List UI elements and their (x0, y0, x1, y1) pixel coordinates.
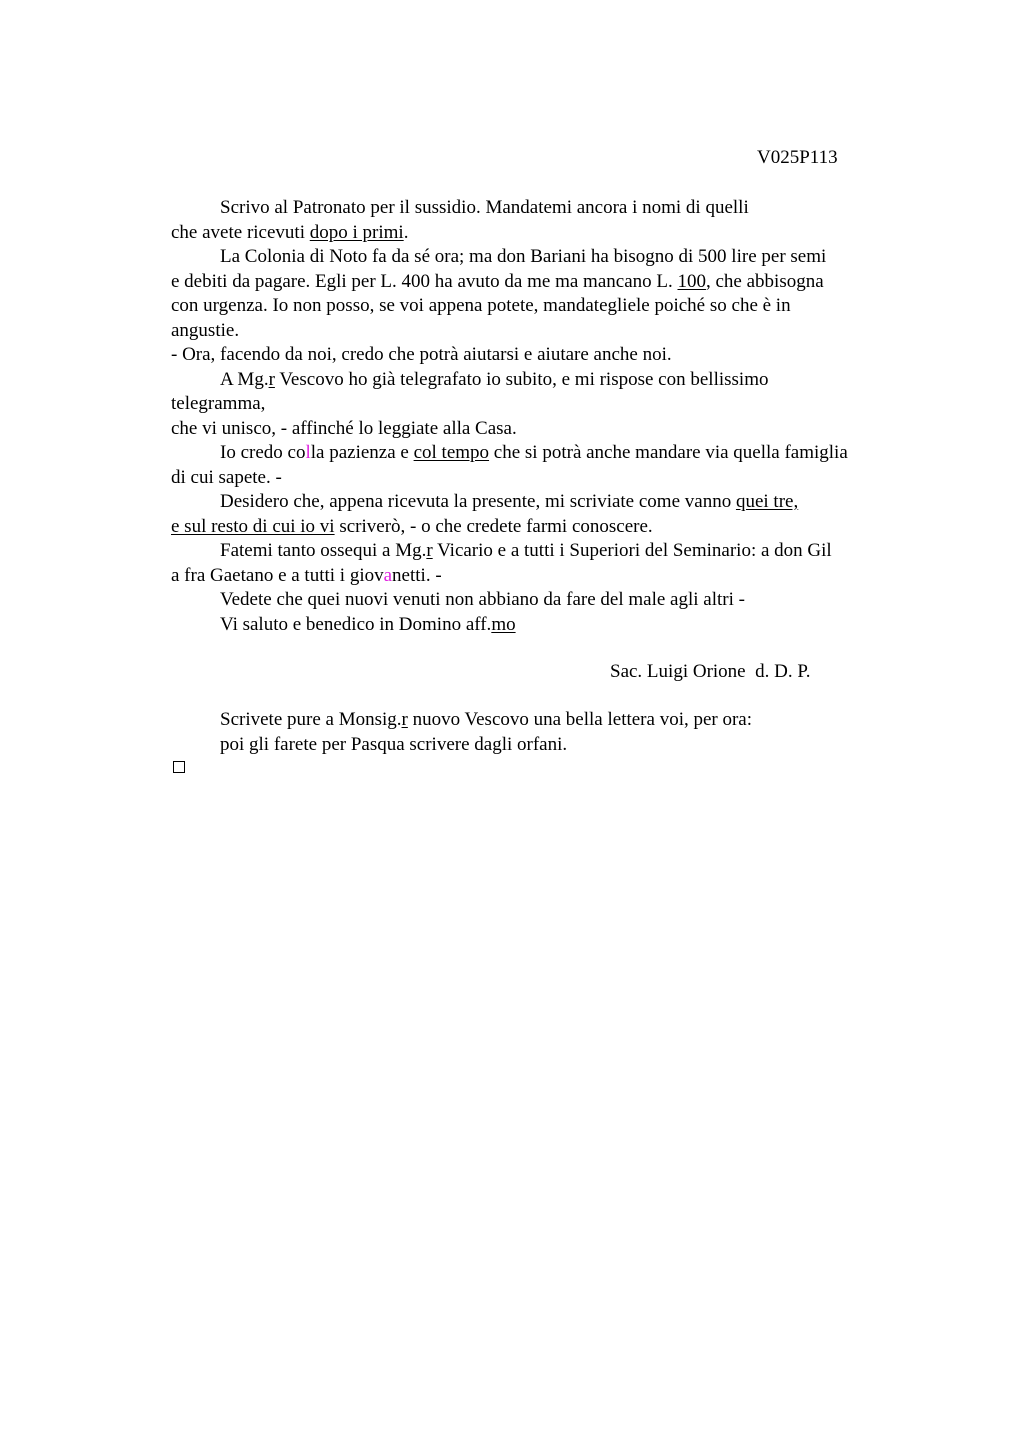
underlined-text: r (426, 540, 433, 561)
empty-checkbox-icon (173, 761, 185, 773)
letter-line (171, 564, 911, 589)
letter-line (171, 515, 911, 540)
letter-line (171, 368, 911, 393)
signature: Sac. Luigi Orione d. D. P. (610, 661, 811, 682)
letter-line (171, 343, 911, 368)
letter-line (171, 196, 911, 221)
letter-line (171, 539, 911, 564)
highlighted-letter: a (383, 564, 393, 586)
text-run: , che abbisogna (705, 270, 824, 292)
letter-line (171, 245, 911, 270)
letter-body (171, 196, 911, 637)
underlined-text: e sul resto di cui io vi (171, 515, 335, 537)
text-run: netti. - (392, 564, 442, 586)
text-run: Vedete che quei nuovi venuti non abbiano da fare del male agli altri - (220, 589, 745, 610)
text-run: scriverò, - o che credete farmi conoscere. (334, 515, 653, 537)
text-run: telegramma, (171, 393, 266, 414)
letter-line (171, 221, 911, 246)
letter-line (171, 417, 911, 442)
letter-line (171, 319, 911, 344)
text-run: Fatemi tanto ossequi a Mg. (220, 540, 427, 561)
letter-line (171, 613, 911, 638)
letter-line (171, 588, 911, 613)
underlined-text: col tempo (413, 442, 490, 463)
letter-line (171, 294, 911, 319)
text-run: La Colonia di Noto fa da sé ora; ma don Bariani ha bisogno di 500 lire per semi (220, 246, 827, 267)
letter-line (171, 270, 911, 295)
text-run: di cui sapete. - (171, 466, 282, 488)
letter-line (171, 490, 911, 515)
text-run: la pazienza e (310, 442, 414, 463)
text-run: . (403, 221, 409, 243)
text-run: nuovo Vescovo una bella lettera voi, per ora: (407, 709, 753, 730)
letter-line (171, 441, 911, 466)
text-run: angustie. (171, 319, 240, 341)
page-identifier: V025P113 (757, 147, 838, 168)
text-run: Vescovo ho già telegrafato io subito, e mi rispose con bellissimo (274, 368, 769, 390)
text-run: Desidero che, appena ricevuta la presente, mi scriviate come vanno (220, 491, 736, 512)
letter-line (171, 466, 911, 491)
text-run: Scrivete pure a Monsig. (220, 709, 402, 730)
underlined-text: quei tre, (735, 491, 799, 512)
text-run: che si potrà anche mandare via quella famiglia (489, 442, 848, 463)
underlined-text: dopo i primi (309, 221, 404, 243)
text-run: Scrivo al Patronato per il sussidio. Mandatemi ancora i nomi di quelli (220, 197, 749, 218)
text-run: che avete ricevuti (171, 221, 310, 243)
text-run: che vi unisco, - affinché lo leggiate alla Casa. (171, 417, 517, 439)
highlighted-letter: l (305, 442, 311, 463)
underlined-text: 100 (677, 270, 706, 292)
underlined-text: mo (491, 613, 516, 635)
text-run: Io credo co (220, 442, 306, 463)
text-run: Vi saluto e benedico in Domino aff. (220, 613, 492, 635)
letter-line (171, 392, 911, 417)
text-run: e debiti da pagare. Egli per L. 400 ha avuto da me ma mancano L. (171, 270, 678, 292)
text-run: poi gli farete per Pasqua scrivere dagli orfani. (220, 733, 568, 755)
text-run: A Mg. (220, 368, 269, 390)
postscript-line (220, 733, 752, 758)
text-run: con urgenza. Io non posso, se voi appena potete, mandategliele poiché so che è in (171, 295, 791, 316)
postscript-line (220, 708, 752, 733)
underlined-text: r (401, 709, 408, 730)
postscript (220, 708, 752, 757)
text-run: Vicario e a tutti i Superiori del Seminario: a don Gil (432, 540, 832, 561)
text-run: a fra Gaetano e a tutti i giov (171, 564, 384, 586)
text-run: - Ora, facendo da noi, credo che potrà aiutarsi e aiutare anche noi. (171, 344, 672, 365)
underlined-text: r (268, 368, 275, 390)
